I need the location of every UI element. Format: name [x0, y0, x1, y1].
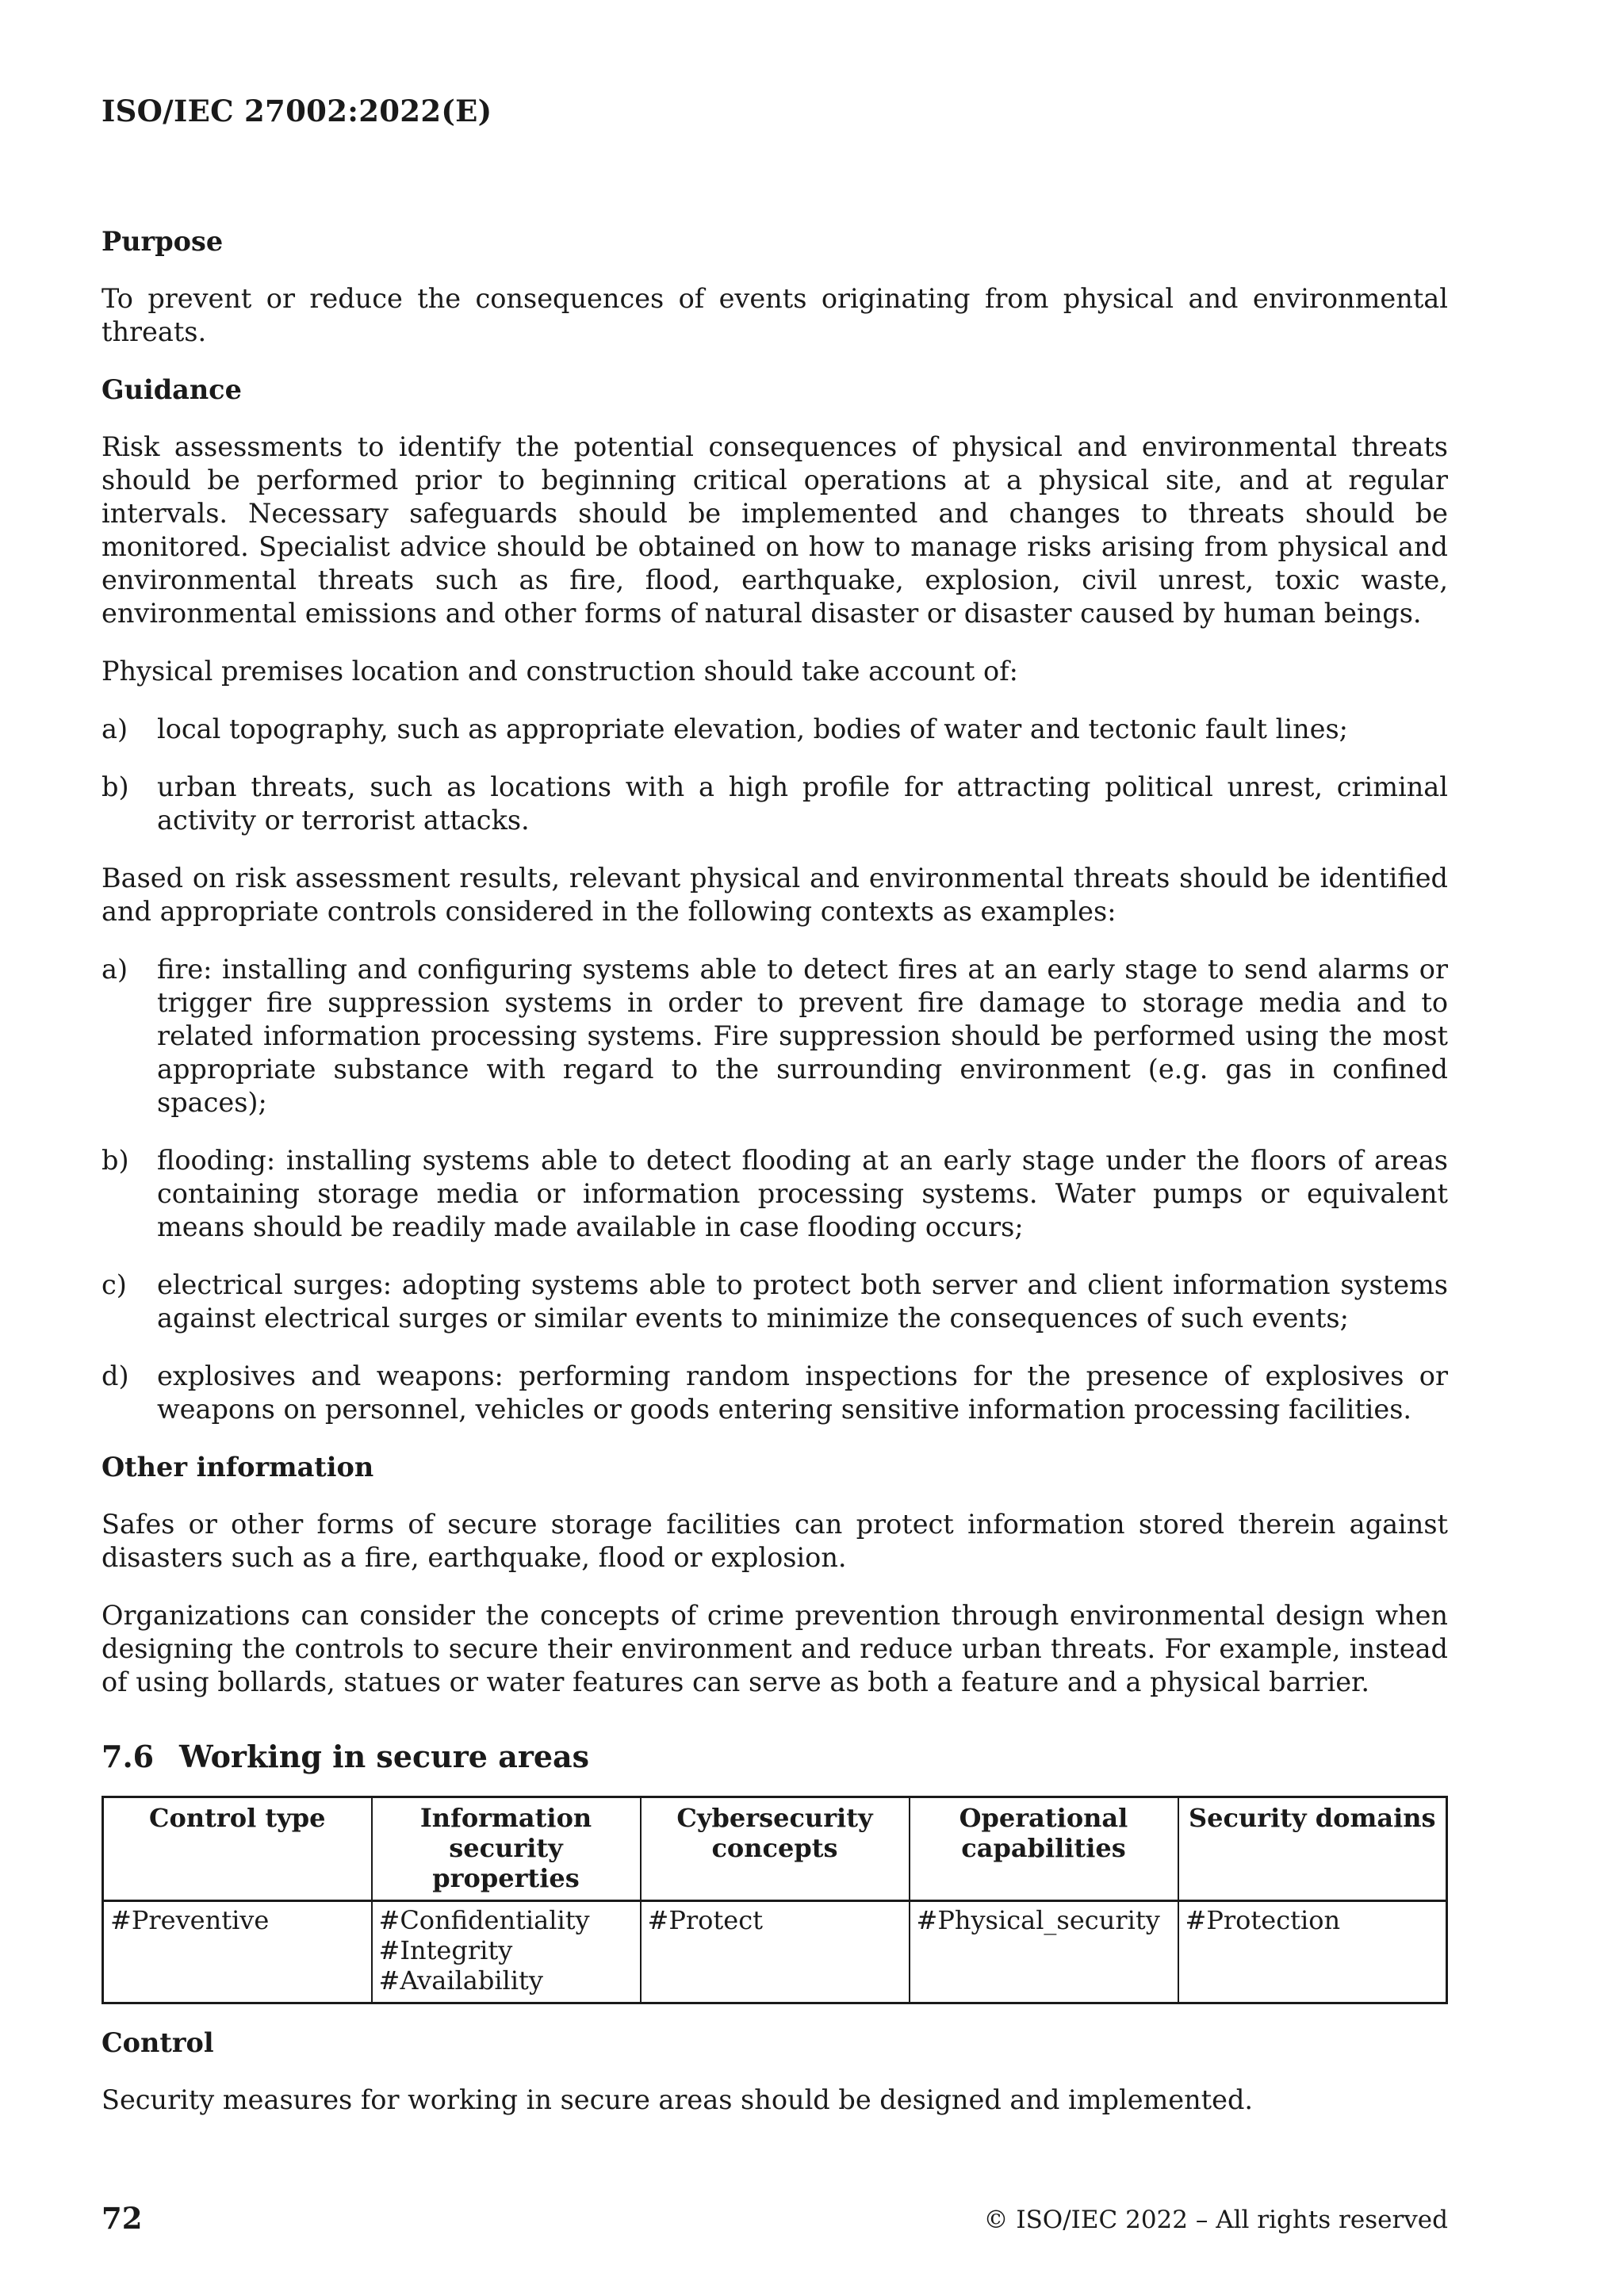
cell-value: #Availability	[378, 1965, 543, 1996]
control-text: Security measures for working in secure areas should be designed and implemented.	[102, 2084, 1254, 2115]
cell-value: #Confidentiality	[378, 1905, 590, 1935]
control-heading: Control	[102, 2027, 214, 2058]
cell-value: #Preventive	[110, 1905, 270, 1935]
cell-value: #Protect	[647, 1905, 763, 1935]
other-info-paragraph: Organizations can consider the concepts of crime prevention through environmental design when designing the controls to secure their environment and reduce urban threats. For example, instead of using bollards, statues or water features can serve as both a feature and a physical barrier.	[102, 1600, 1448, 1697]
cell-value: #Physical_security	[916, 1905, 1160, 1935]
document-id: ISO/IEC 27002:2022(E)	[102, 94, 492, 128]
header-line: concepts	[711, 1833, 838, 1863]
guidance-heading: Guidance	[102, 374, 242, 405]
header-control-type	[103, 1797, 372, 1901]
list-item-label: d)	[102, 1360, 129, 1391]
header-cybersecurity-concepts	[641, 1797, 910, 1901]
cell-operational-capabilities	[910, 1901, 1178, 2003]
list-item-label: a)	[102, 714, 128, 744]
list-item-text: explosives and weapons: performing random inspections for the presence of explosives or weapons on personnel, vehicles or goods entering sensitive information processing facilities.	[157, 1360, 1448, 1425]
header-security-domains	[1178, 1797, 1447, 1901]
header-line: security properties	[432, 1833, 580, 1893]
list-item	[102, 771, 1448, 837]
cell-cybersecurity-concepts	[641, 1901, 910, 2003]
cell-security-domains	[1178, 1901, 1447, 2003]
list-item	[102, 1269, 1448, 1335]
header-line: Security domains	[1189, 1803, 1436, 1833]
page-number: 72	[102, 2201, 143, 2236]
list-item	[102, 1144, 1448, 1244]
guidance-paragraph: Physical premises location and construction should take account of:	[102, 656, 1018, 687]
header-operational-capabilities	[910, 1797, 1178, 1901]
section-title-text: Working in secure areas	[179, 1739, 590, 1774]
list-item-text: electrical surges: adopting systems able to protect both server and client information systems against electrical surges or similar events to minimize the consequences of such events;	[157, 1269, 1448, 1334]
document-body	[102, 225, 1448, 2141]
attributes-table	[102, 1796, 1448, 2004]
cell-value: #Integrity	[378, 1935, 513, 1965]
list-item-label: b)	[102, 1145, 129, 1176]
header-information-security-properties	[372, 1797, 641, 1901]
list-item-label: b)	[102, 771, 129, 802]
guidance-paragraph: Risk assessments to identify the potential consequences of physical and environmental threats should be performed prior to beginning critical operations at a physical site, and at regular intervals. Necessary safeguards should be implemented and changes to threats should be monitored. Specialist advice should be obtained on how to manage risks arising from physical and environmental threats such as fire, flood, earthquake, explosion, civil unrest, toxic waste, environmental emissions and other forms of natural disaster or disaster caused by human beings.	[102, 431, 1448, 629]
copyright-notice: © ISO/IEC 2022 – All rights reserved	[983, 2206, 1448, 2234]
header-line: capabilities	[961, 1833, 1126, 1863]
header-line: Cybersecurity	[676, 1803, 873, 1833]
purpose-heading: Purpose	[102, 226, 224, 257]
list-item-text: flooding: installing systems able to detect flooding at an early stage under the floors of areas containing storage media or information processing systems. Water pumps or equivalent means should be readily made available in case flooding occurs;	[157, 1145, 1448, 1242]
table-row	[103, 1901, 1447, 2003]
list-item	[102, 1360, 1448, 1426]
list-item-label: a)	[102, 954, 128, 985]
header-line: Information	[419, 1803, 592, 1833]
cell-control-type	[103, 1901, 372, 2003]
list-item-text: fire: installing and configuring systems able to detect fires at an early stage to send alarms or trigger fire suppression systems in order to prevent fire damage to storage media and to related information processing systems. Fire suppression should be performed using the most appropriate substance with regard to the surrounding environment (e.g. gas in confined spaces);	[157, 954, 1448, 1118]
other-info-paragraph: Safes or other forms of secure storage facilities can protect information stored therein against disasters such as a fire, earthquake, flood or explosion.	[102, 1509, 1448, 1573]
other-info-heading: Other information	[102, 1452, 374, 1483]
list-item-text: urban threats, such as locations with a high profile for attracting political unrest, criminal activity or terrorist attacks.	[157, 771, 1448, 836]
header-line: Operational	[959, 1803, 1128, 1833]
table-header-row	[103, 1797, 1447, 1901]
cell-value: #Protection	[1185, 1905, 1341, 1935]
section-title	[102, 1740, 1448, 1774]
list-item	[102, 713, 1448, 746]
guidance-paragraph: Based on risk assessment results, relevant physical and environmental threats should be identified and appropriate controls considered in the following contexts as examples:	[102, 863, 1448, 927]
list-item-text: local topography, such as appropriate elevation, bodies of water and tectonic fault lines;	[157, 714, 1348, 744]
section-number: 7.6	[102, 1739, 155, 1774]
list-item-label: c)	[102, 1269, 127, 1300]
list-item	[102, 953, 1448, 1119]
header-line: Control type	[149, 1803, 326, 1833]
purpose-text: To prevent or reduce the consequences of events originating from physical and environmental threats.	[102, 283, 1448, 347]
cell-information-security-properties	[372, 1901, 641, 2003]
